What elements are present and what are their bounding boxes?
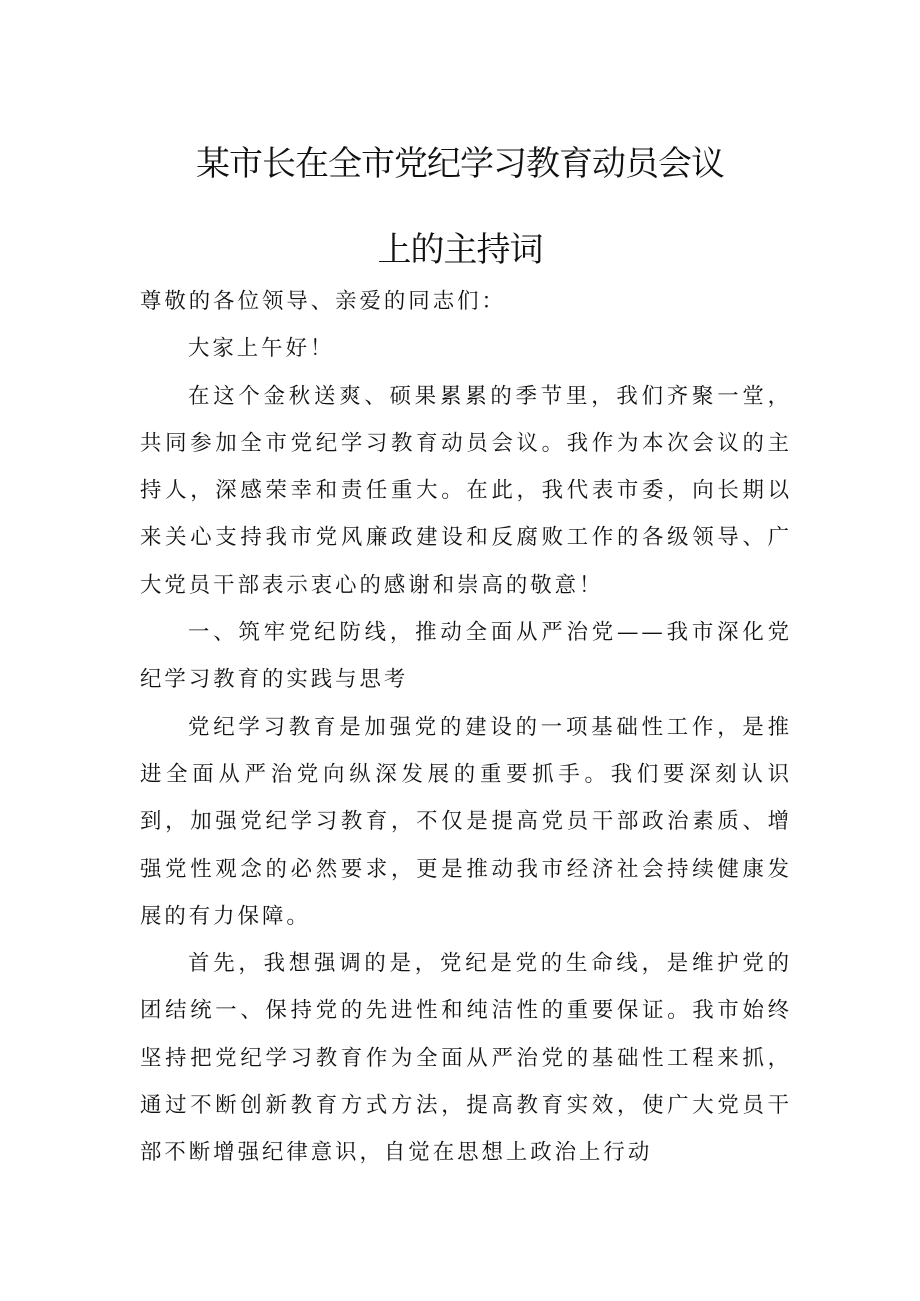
document-body [140, 278, 792, 1177]
title-line-2: 上的主持词 [377, 230, 543, 270]
salutation: 尊敬的各位领导、亲爱的同志们： [140, 289, 506, 314]
opening-paragraph: 在这个金秋送爽、硕果累累的季节里，我们齐聚一堂，共同参加全市党纪学习教育动员会议。我作为本次会议的主持人，深感荣幸和责任重大。在此，我代表市委，向长期以来关心支持我市党风廉政建设和反腐败工作的各级领导、广大党员干部表示衷心的感谢和崇高的敬意！ [140, 383, 792, 598]
greeting-paragraph: 大家上午好！ [188, 336, 335, 362]
body-paragraph: 党纪学习教育是加强党的建设的一项基础性工作，是推进全面从严治党向纵深发展的重要抓手。我们要深刻认识到，加强党纪学习教育，不仅是提高党员干部政治素质、增强党性观念的必然要求，更是推动我市经济社会持续健康发展的有力保障。 [140, 714, 792, 929]
body-paragraph: 首先，我想强调的是，党纪是党的生命线，是维护党的团结统一、保持党的先进性和纯洁性的重要保证。我市始终坚持把党纪学习教育作为全面从严治党的基础性工程来抓，通过不断创新教育方式方法，提高教育实效，使广大党员干部不断增强纪律意识，自觉在思想上政治上行动 [140, 951, 792, 1166]
title-line-1: 某市长在全市党纪学习教育动员会议 [196, 144, 724, 184]
section-heading: 一、筑牢党纪防线，推动全面从严治党——我市深化党纪学习教育的实践与思考 [140, 620, 792, 693]
